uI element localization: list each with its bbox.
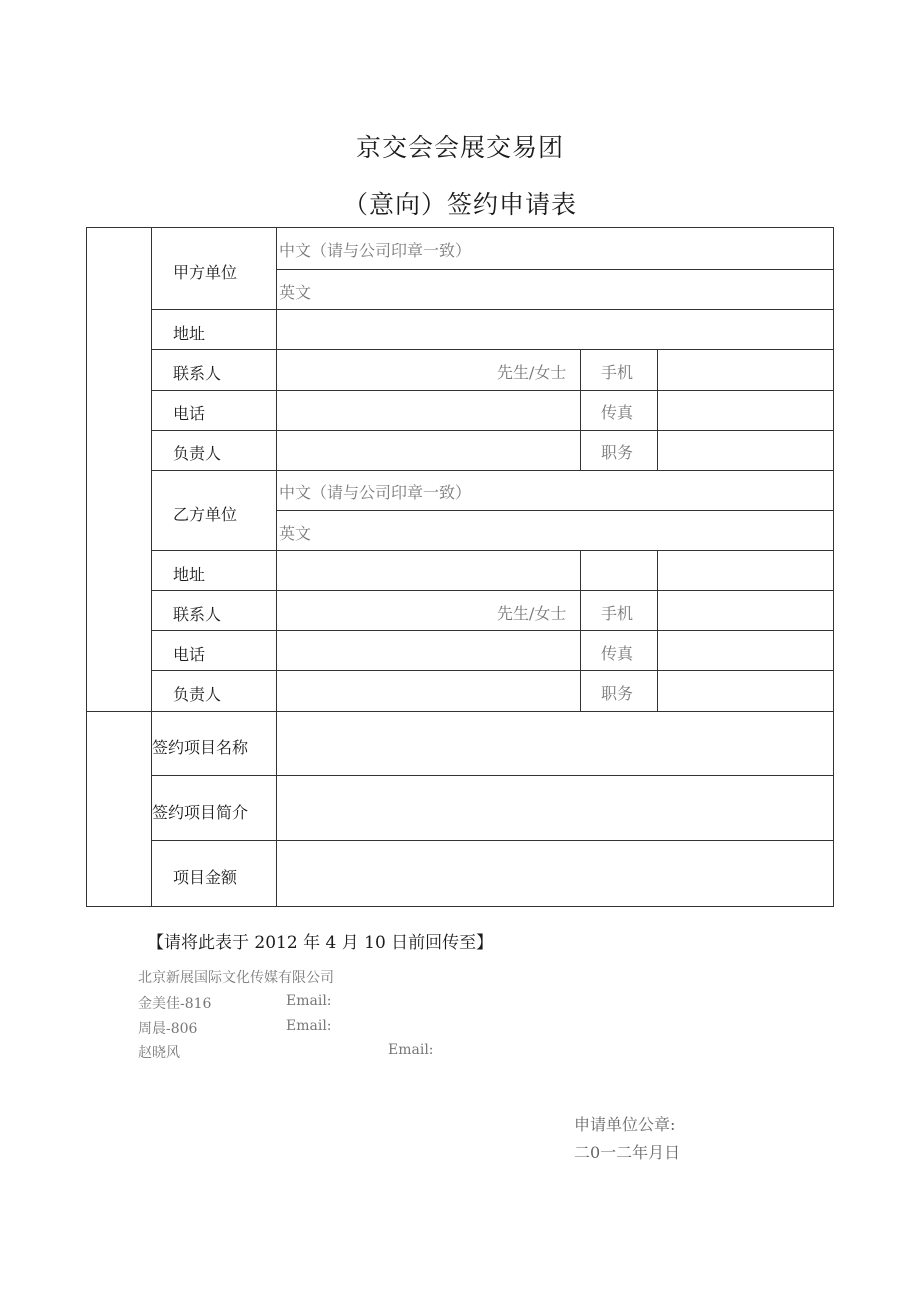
contact-email-label: Email: xyxy=(286,993,332,1009)
party-a-position-field[interactable] xyxy=(658,431,833,470)
party-b-position-field[interactable] xyxy=(658,671,833,711)
contact-company: 北京新展国际文化传媒有限公司 xyxy=(138,970,334,986)
party-b-mobile-label: 手机 xyxy=(601,604,634,623)
party-b-position-label: 职务 xyxy=(601,684,634,703)
project-intro-label: 签约项目简介 xyxy=(152,803,249,822)
party-b-address-label: 地址 xyxy=(173,565,206,584)
party-b-phone-label: 电话 xyxy=(173,645,206,664)
party-b-mobile-field[interactable] xyxy=(658,591,833,630)
party-b-fax-label: 传真 xyxy=(601,644,634,663)
party-b-address-field[interactable] xyxy=(277,551,580,590)
party-a-chinese-name-field[interactable]: 中文（请与公司印章一致） xyxy=(279,241,472,260)
project-intro-field[interactable] xyxy=(277,776,833,840)
contact-person-name: 金美佳-816 xyxy=(138,996,212,1012)
party-b-contact-label: 联系人 xyxy=(173,605,222,624)
contact-email-label: Email: xyxy=(388,1042,434,1058)
party-a-contact-label: 联系人 xyxy=(173,364,222,383)
signature-date-line: 二0一二年月日 xyxy=(574,1143,681,1162)
project-amount-field[interactable] xyxy=(277,841,833,906)
party-a-manager-field[interactable] xyxy=(277,431,580,470)
submission-deadline-notice: 【请将此表于 2012 年 4 月 10 日前回传至】 xyxy=(147,933,494,953)
applicant-seal-label: 申请单位公章: xyxy=(574,1115,676,1134)
party-a-mobile-field[interactable] xyxy=(658,350,833,390)
party-b-fax-field[interactable] xyxy=(658,631,833,670)
party-a-mobile-label: 手机 xyxy=(601,363,634,382)
party-a-fax-label: 传真 xyxy=(601,403,634,422)
contact-person-name: 赵晓风 xyxy=(138,1045,180,1061)
party-a-phone-label: 电话 xyxy=(173,404,206,423)
page-subtitle: （意向）签约申请表 xyxy=(342,190,577,219)
party-a-english-name-field[interactable]: 英文 xyxy=(279,283,312,302)
party-a-address-field[interactable] xyxy=(277,310,833,349)
party-a-address-label: 地址 xyxy=(173,324,206,343)
project-name-label: 签约项目名称 xyxy=(152,738,249,757)
party-a-manager-label: 负责人 xyxy=(173,444,222,463)
party-b-english-name-field[interactable]: 英文 xyxy=(279,524,312,543)
party-a-fax-field[interactable] xyxy=(658,391,833,430)
party-a-phone-field[interactable] xyxy=(277,391,580,430)
party-b-manager-field[interactable] xyxy=(277,671,580,711)
project-name-field[interactable] xyxy=(277,712,833,775)
party-b-phone-field[interactable] xyxy=(277,631,580,670)
party-b-honorific: 先生/女士 xyxy=(497,604,567,623)
party-b-chinese-name-field[interactable]: 中文（请与公司印章一致） xyxy=(279,483,472,502)
party-b-unit-label: 乙方单位 xyxy=(173,505,238,524)
project-amount-label: 项目金额 xyxy=(173,868,238,887)
page-title: 京交会会展交易团 xyxy=(355,133,564,162)
contact-person-name: 周晨-806 xyxy=(138,1021,198,1037)
party-a-honorific: 先生/女士 xyxy=(497,363,567,382)
party-b-manager-label: 负责人 xyxy=(173,685,222,704)
contact-email-label: Email: xyxy=(286,1018,332,1034)
party-a-unit-label: 甲方单位 xyxy=(173,263,238,282)
party-a-position-label: 职务 xyxy=(601,443,634,462)
